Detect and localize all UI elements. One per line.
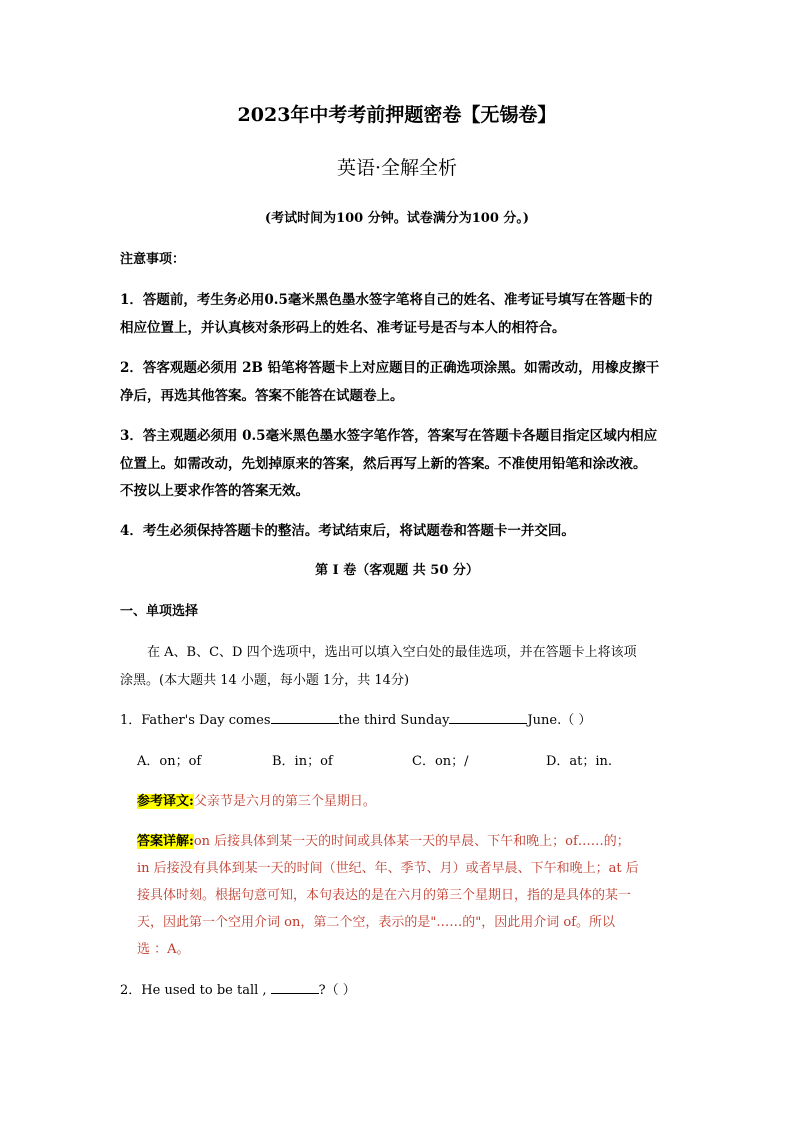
- notice-item-1-line2: 相应位置上，并认真核对条形码上的姓名、准考证号是否与本人的相符合。: [120, 320, 566, 336]
- exam-info: (考试时间为100 分钟。试卷满分为100 分。): [264, 211, 530, 226]
- question-text-part: the third Sunday: [338, 713, 450, 728]
- explanation-line5: 选 ：A。: [137, 942, 190, 957]
- section-heading: 一、单项选择: [120, 604, 199, 619]
- page-title: 2023年中考考前押题密卷【无锡卷】: [237, 104, 557, 126]
- page-subtitle: 英语·全解全析: [336, 157, 458, 179]
- option-d: D．at；in.: [546, 754, 613, 769]
- question-2: [120, 979, 356, 998]
- question-1: [120, 709, 591, 728]
- answer-blank: [271, 981, 319, 994]
- question-text-part: He used to be tall ,: [141, 983, 267, 998]
- notice-heading: 注意事项：: [120, 252, 186, 267]
- question-text-part: Father's Day comes: [141, 713, 271, 728]
- translation-line: [137, 790, 376, 809]
- explanation-line2: in 后接没有具体到某一天的时间（世纪、年、季节、月）或者早晨、下午和晚上；at 后: [137, 861, 639, 876]
- notice-item-1-line1: 1．答题前，考生务必用0.5毫米黑色墨水签字笔将自己的姓名、准考证号填写在答题卡的: [120, 292, 653, 308]
- translation-text: 父亲节是六月的第三个星期日。: [193, 794, 376, 809]
- translation-label: 参考译文:: [137, 794, 194, 809]
- section-instruction-line2: 涂黑。(本大题共 14 小题，每小题 1分，共 14分): [120, 673, 410, 688]
- notice-item-2-line2: 净后，再选其他答案。答案不能答在试题卷上。: [120, 388, 404, 404]
- question-text-part: ?（ ）: [318, 983, 356, 998]
- option-a: A．on；of: [137, 754, 202, 769]
- explanation-label: 答案详解:: [137, 834, 194, 849]
- option-c: C．on；/: [412, 754, 469, 769]
- notice-item-3-line1: 3．答主观题必须用 0.5毫米黑色墨水签字笔作答，答案写在答题卡各题目指定区域内相应: [120, 428, 658, 444]
- explanation-text: on 后接具体到某一天的时间或具体某一天的早晨、下午和晚上；of……的；: [193, 834, 630, 849]
- answer-blank: [271, 711, 339, 724]
- explanation-line4: 天，因此第一个空用介词 on，第二个空，表示的是"……的"，因此用介词 of。所以: [137, 915, 616, 930]
- notice-item-3-line3: 不按以上要求作答的答案无效。: [120, 483, 309, 499]
- question-number: 1．: [120, 713, 142, 728]
- question-text-part: June.（ ）: [527, 713, 592, 728]
- notice-item-4-line1: 4．考生必须保持答题卡的整洁。考试结束后，将试题卷和答题卡一并交回。: [120, 523, 575, 539]
- question-number: 2．: [120, 983, 142, 998]
- explanation-line3: 接具体时刻。根据句意可知，本句表达的是在六月的第三个星期日，指的是具体的某一: [137, 888, 632, 903]
- notice-item-2-line1: 2．答客观题必须用 2B 铅笔将答题卡上对应题目的正确选项涂黑。如需改动，用橡皮擦干: [120, 360, 660, 376]
- answer-blank: [449, 711, 527, 724]
- section-instruction-line1: 在 A、B、C、D 四个选项中，选出可以填入空白处的最佳选项，并在答题卡上将该项: [147, 645, 637, 660]
- notice-item-3-line2: 位置上。如需改动，先划掉原来的答案，然后再写上新的答案。不准使用铅笔和涂改液。: [120, 456, 647, 472]
- option-b: B．in；of: [272, 754, 333, 769]
- part-title: 第 I 卷（客观题 共 50 分）: [315, 563, 479, 578]
- explanation-line1: [137, 830, 630, 849]
